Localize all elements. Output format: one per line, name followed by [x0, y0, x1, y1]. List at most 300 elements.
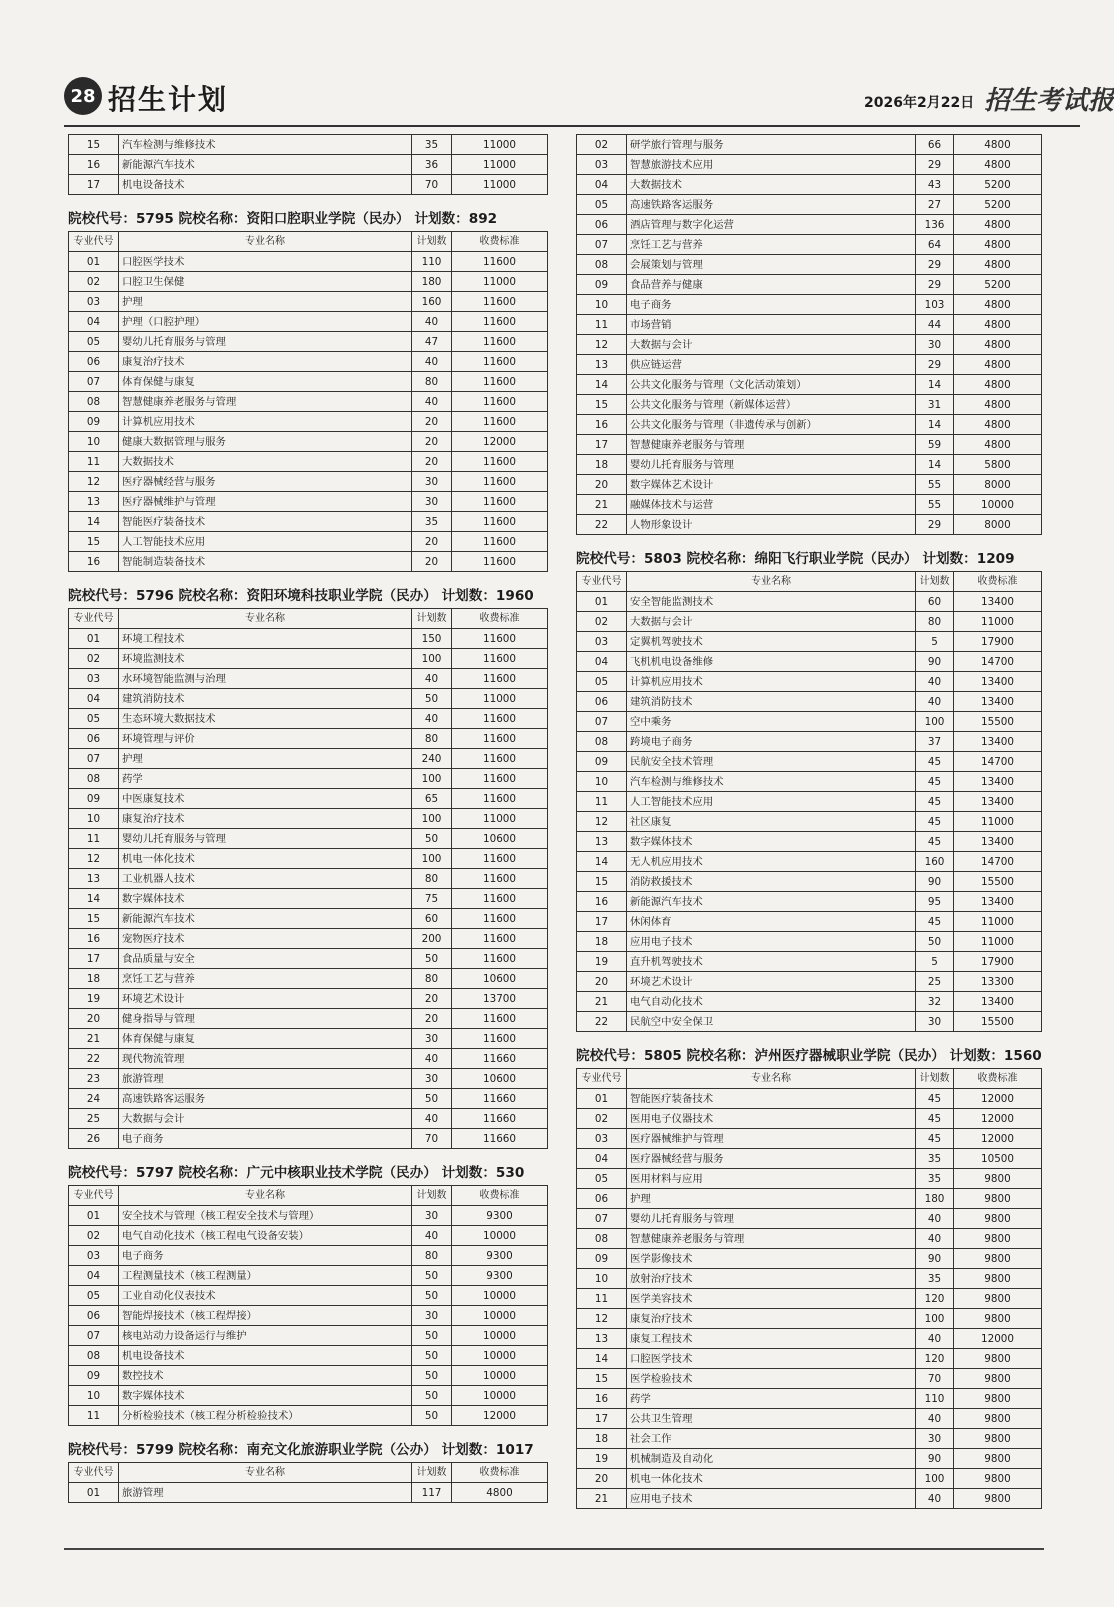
tuition-fee: 12000 — [954, 1089, 1042, 1109]
major-code: 06 — [69, 729, 119, 749]
tuition-fee: 12000 — [452, 432, 548, 452]
table-row — [69, 252, 548, 272]
major-name: 工业机器人技术 — [119, 869, 412, 889]
tuition-fee: 11000 — [452, 155, 548, 175]
plan-count: 120 — [916, 1289, 954, 1309]
plan-count: 180 — [412, 272, 452, 292]
major-name: 分析检验技术（核工程分析检验技术） — [119, 1406, 412, 1426]
tuition-fee: 14700 — [954, 752, 1042, 772]
plan-count: 29 — [916, 355, 954, 375]
major-name: 烹饪工艺与营养 — [119, 969, 412, 989]
major-name: 跨境电子商务 — [627, 732, 916, 752]
major-name: 研学旅行管理与服务 — [627, 135, 916, 155]
school-heading: 院校代号：5805 院校名称：泸州医疗器械职业学院（民办） 计划数：1560 — [576, 1048, 1042, 1064]
tuition-fee: 9800 — [954, 1189, 1042, 1209]
major-name: 药学 — [627, 1389, 916, 1409]
major-name: 建筑消防技术 — [119, 689, 412, 709]
tuition-fee: 11600 — [452, 312, 548, 332]
school-heading: 院校代号：5799 院校名称：南充文化旅游职业学院（公办） 计划数：1017 — [68, 1442, 534, 1458]
header-fee: 收费标准 — [452, 232, 548, 252]
major-code: 11 — [577, 1289, 627, 1309]
plan-count: 30 — [412, 472, 452, 492]
table-row — [69, 1129, 548, 1149]
major-name: 智慧健康养老服务与管理 — [627, 1229, 916, 1249]
plan-count: 45 — [916, 1129, 954, 1149]
tuition-fee: 14700 — [954, 852, 1042, 872]
school-heading: 院校代号：5797 院校名称：广元中核职业技术学院（民办） 计划数：530 — [68, 1165, 525, 1181]
table-row — [577, 732, 1042, 752]
table-row — [69, 352, 548, 372]
major-name: 机电设备技术 — [119, 175, 412, 195]
major-name: 机电一体化技术 — [119, 849, 412, 869]
tuition-fee: 15500 — [954, 872, 1042, 892]
header-code: 专业代号 — [69, 1463, 119, 1483]
plan-count: 100 — [916, 1469, 954, 1489]
school-block — [576, 134, 1042, 535]
table-row — [577, 1469, 1042, 1489]
plan-count: 40 — [916, 692, 954, 712]
tuition-fee: 9800 — [954, 1249, 1042, 1269]
table-row — [577, 435, 1042, 455]
table-row — [577, 832, 1042, 852]
major-name: 环境艺术设计 — [119, 989, 412, 1009]
table-row — [577, 592, 1042, 612]
table-row — [577, 335, 1042, 355]
major-code: 14 — [577, 375, 627, 395]
plan-count: 35 — [916, 1169, 954, 1189]
major-name: 水环境智能监测与治理 — [119, 669, 412, 689]
major-code: 02 — [69, 649, 119, 669]
plan-count: 100 — [916, 712, 954, 732]
plan-count: 90 — [916, 1249, 954, 1269]
major-code: 21 — [69, 1029, 119, 1049]
plan-count: 30 — [412, 1206, 452, 1226]
major-name: 口腔卫生保健 — [119, 272, 412, 292]
tuition-fee: 11600 — [452, 492, 548, 512]
major-name: 烹饪工艺与营养 — [627, 235, 916, 255]
plan-count: 40 — [412, 352, 452, 372]
major-code: 17 — [577, 912, 627, 932]
major-code: 07 — [69, 749, 119, 769]
plan-count: 5 — [916, 632, 954, 652]
major-name: 数字媒体艺术设计 — [627, 475, 916, 495]
major-name: 会展策划与管理 — [627, 255, 916, 275]
plan-count: 50 — [412, 1366, 452, 1386]
tuition-fee: 11600 — [452, 709, 548, 729]
major-code: 04 — [577, 175, 627, 195]
major-name: 医疗器械维护与管理 — [119, 492, 412, 512]
table-row — [577, 692, 1042, 712]
tuition-fee: 4800 — [452, 1483, 548, 1503]
table-row — [69, 729, 548, 749]
table-row — [577, 752, 1042, 772]
major-code: 19 — [69, 989, 119, 1009]
plan-count: 37 — [916, 732, 954, 752]
tuition-fee: 13400 — [954, 732, 1042, 752]
major-name: 计算机应用技术 — [119, 412, 412, 432]
major-name: 食品质量与安全 — [119, 949, 412, 969]
table-row — [577, 1209, 1042, 1229]
major-name: 安全智能监测技术 — [627, 592, 916, 612]
table-row — [577, 872, 1042, 892]
major-code: 01 — [69, 252, 119, 272]
table-row — [577, 1449, 1042, 1469]
plan-count: 35 — [916, 1269, 954, 1289]
tuition-fee: 5200 — [954, 195, 1042, 215]
plan-count: 40 — [916, 1229, 954, 1249]
major-code: 24 — [69, 1089, 119, 1109]
tuition-fee: 13400 — [954, 832, 1042, 852]
plan-count: 30 — [412, 1306, 452, 1326]
tuition-fee: 9800 — [954, 1389, 1042, 1409]
tuition-fee: 11600 — [452, 292, 548, 312]
tuition-fee: 9800 — [954, 1469, 1042, 1489]
plan-count: 80 — [412, 372, 452, 392]
page-header — [64, 72, 1114, 128]
header-count: 计划数 — [412, 232, 452, 252]
table-row — [69, 1366, 548, 1386]
tuition-fee: 4800 — [954, 355, 1042, 375]
table-header-row — [577, 572, 1042, 592]
tuition-fee: 11000 — [452, 809, 548, 829]
tuition-fee: 10000 — [954, 495, 1042, 515]
table-row — [69, 669, 548, 689]
major-code: 08 — [69, 1346, 119, 1366]
table-row — [577, 235, 1042, 255]
table-row — [577, 375, 1042, 395]
plan-count: 117 — [412, 1483, 452, 1503]
table-row — [577, 1169, 1042, 1189]
tuition-fee: 9800 — [954, 1169, 1042, 1189]
major-name: 医学检验技术 — [627, 1369, 916, 1389]
major-name: 康复治疗技术 — [119, 809, 412, 829]
table-row — [69, 272, 548, 292]
tuition-fee: 10000 — [452, 1386, 548, 1406]
tuition-fee: 11600 — [452, 412, 548, 432]
major-code: 04 — [69, 312, 119, 332]
plan-count: 36 — [412, 155, 452, 175]
major-code: 16 — [69, 155, 119, 175]
table-row — [69, 969, 548, 989]
table-row — [69, 1306, 548, 1326]
major-name: 康复治疗技术 — [627, 1309, 916, 1329]
major-code: 08 — [69, 769, 119, 789]
plan-count: 240 — [412, 749, 452, 769]
plan-table — [576, 134, 1042, 535]
table-row — [69, 709, 548, 729]
plan-count: 66 — [916, 135, 954, 155]
major-name: 空中乘务 — [627, 712, 916, 732]
plan-count: 65 — [412, 789, 452, 809]
major-code: 22 — [577, 1012, 627, 1032]
tuition-fee: 11600 — [452, 352, 548, 372]
major-name: 婴幼儿托育服务与管理 — [627, 1209, 916, 1229]
major-code: 19 — [577, 952, 627, 972]
major-code: 17 — [577, 1409, 627, 1429]
major-name: 民航安全技术管理 — [627, 752, 916, 772]
tuition-fee: 11600 — [452, 1009, 548, 1029]
header-code: 专业代号 — [69, 232, 119, 252]
plan-count: 43 — [916, 175, 954, 195]
table-row — [69, 789, 548, 809]
major-name: 人工智能技术应用 — [627, 792, 916, 812]
plan-count: 180 — [916, 1189, 954, 1209]
major-code: 12 — [577, 335, 627, 355]
major-name: 工业自动化仪表技术 — [119, 1286, 412, 1306]
plan-count: 14 — [916, 415, 954, 435]
plan-count: 25 — [916, 972, 954, 992]
major-code: 21 — [577, 495, 627, 515]
table-row — [577, 515, 1042, 535]
major-name: 环境艺术设计 — [627, 972, 916, 992]
plan-count: 27 — [916, 195, 954, 215]
tuition-fee: 11600 — [452, 949, 548, 969]
tuition-fee: 10000 — [452, 1306, 548, 1326]
table-row — [577, 415, 1042, 435]
major-code: 10 — [577, 772, 627, 792]
major-code: 21 — [577, 992, 627, 1012]
major-code: 05 — [69, 709, 119, 729]
header-code: 专业代号 — [577, 572, 627, 592]
plan-count: 110 — [412, 252, 452, 272]
major-code: 10 — [69, 1386, 119, 1406]
major-code: 01 — [577, 592, 627, 612]
tuition-fee: 11600 — [452, 472, 548, 492]
major-name: 环境管理与评价 — [119, 729, 412, 749]
table-row — [69, 869, 548, 889]
table-row — [69, 552, 548, 572]
table-row — [69, 1406, 548, 1426]
plan-table — [68, 608, 548, 1149]
major-code: 05 — [69, 332, 119, 352]
major-code: 15 — [69, 135, 119, 155]
table-header-row — [577, 1069, 1042, 1089]
major-name: 口腔医学技术 — [119, 252, 412, 272]
tuition-fee: 9800 — [954, 1409, 1042, 1429]
header-fee: 收费标准 — [452, 1463, 548, 1483]
plan-count: 50 — [412, 829, 452, 849]
table-header-row — [69, 232, 548, 252]
plan-count: 90 — [916, 652, 954, 672]
header-rule — [64, 125, 1080, 127]
table-row — [69, 1246, 548, 1266]
major-name: 护理 — [119, 749, 412, 769]
major-name: 公共文化服务与管理（非遗传承与创新） — [627, 415, 916, 435]
major-name: 民航空中安全保卫 — [627, 1012, 916, 1032]
major-code: 14 — [69, 512, 119, 532]
major-code: 16 — [69, 929, 119, 949]
major-code: 13 — [69, 492, 119, 512]
major-code: 19 — [577, 1449, 627, 1469]
table-row — [577, 195, 1042, 215]
major-code: 22 — [577, 515, 627, 535]
tuition-fee: 9800 — [954, 1369, 1042, 1389]
major-name: 休闲体育 — [627, 912, 916, 932]
plan-count: 50 — [916, 932, 954, 952]
table-row — [69, 1089, 548, 1109]
plan-count: 40 — [412, 669, 452, 689]
plan-count: 75 — [412, 889, 452, 909]
major-name: 护理 — [119, 292, 412, 312]
table-row — [69, 1109, 548, 1129]
plan-count: 60 — [412, 909, 452, 929]
major-code: 13 — [577, 355, 627, 375]
table-row — [577, 952, 1042, 972]
plan-count: 45 — [916, 1109, 954, 1129]
plan-count: 150 — [412, 629, 452, 649]
plan-count: 45 — [916, 912, 954, 932]
tuition-fee: 11660 — [452, 1109, 548, 1129]
header-count: 计划数 — [412, 609, 452, 629]
major-name: 健康大数据管理与服务 — [119, 432, 412, 452]
table-row — [577, 612, 1042, 632]
tuition-fee: 13400 — [954, 992, 1042, 1012]
table-row — [69, 1009, 548, 1029]
plan-count: 29 — [916, 515, 954, 535]
table-row — [577, 932, 1042, 952]
major-name: 智能制造装备技术 — [119, 552, 412, 572]
major-code: 10 — [577, 295, 627, 315]
table-row — [577, 315, 1042, 335]
major-code: 17 — [577, 435, 627, 455]
plan-count: 50 — [412, 1089, 452, 1109]
tuition-fee: 9800 — [954, 1289, 1042, 1309]
major-name: 人物形象设计 — [627, 515, 916, 535]
tuition-fee: 12000 — [954, 1129, 1042, 1149]
tuition-fee: 15500 — [954, 1012, 1042, 1032]
header-count: 计划数 — [412, 1186, 452, 1206]
table-row — [69, 1346, 548, 1366]
plan-count: 95 — [916, 892, 954, 912]
major-code: 05 — [577, 672, 627, 692]
header-name: 专业名称 — [627, 1069, 916, 1089]
major-name: 汽车检测与维修技术 — [627, 772, 916, 792]
plan-count: 50 — [412, 1346, 452, 1366]
tuition-fee: 9800 — [954, 1429, 1042, 1449]
tuition-fee: 14700 — [954, 652, 1042, 672]
major-code: 16 — [577, 892, 627, 912]
tuition-fee: 13300 — [954, 972, 1042, 992]
major-code: 02 — [69, 1226, 119, 1246]
major-name: 应用电子技术 — [627, 932, 916, 952]
tuition-fee: 10600 — [452, 969, 548, 989]
major-code: 26 — [69, 1129, 119, 1149]
table-row — [577, 1389, 1042, 1409]
table-row — [577, 852, 1042, 872]
tuition-fee: 11000 — [954, 812, 1042, 832]
tuition-fee: 12000 — [954, 1329, 1042, 1349]
table-row — [577, 912, 1042, 932]
major-name: 电子商务 — [627, 295, 916, 315]
tuition-fee: 10000 — [452, 1286, 548, 1306]
tuition-fee: 11600 — [452, 552, 548, 572]
plan-count: 70 — [412, 1129, 452, 1149]
header-name: 专业名称 — [119, 1186, 412, 1206]
issue-date: 2026年2月22日 — [864, 95, 975, 111]
plan-count: 120 — [916, 1349, 954, 1369]
major-code: 10 — [69, 809, 119, 829]
plan-count: 20 — [412, 552, 452, 572]
plan-count: 29 — [916, 155, 954, 175]
plan-count: 55 — [916, 495, 954, 515]
major-name: 电子商务 — [119, 1246, 412, 1266]
tuition-fee: 13700 — [452, 989, 548, 1009]
major-code: 12 — [69, 849, 119, 869]
plan-count: 50 — [412, 1286, 452, 1306]
table-row — [69, 1326, 548, 1346]
tuition-fee: 9300 — [452, 1266, 548, 1286]
tuition-fee: 5200 — [954, 275, 1042, 295]
footer-rule — [64, 1548, 1044, 1550]
major-code: 09 — [577, 275, 627, 295]
plan-count: 60 — [916, 592, 954, 612]
plan-count: 20 — [412, 532, 452, 552]
tuition-fee: 9300 — [452, 1246, 548, 1266]
major-name: 体育保健与康复 — [119, 1029, 412, 1049]
header-count: 计划数 — [916, 1069, 954, 1089]
tuition-fee: 11600 — [452, 789, 548, 809]
tuition-fee: 11600 — [452, 512, 548, 532]
table-row — [577, 1489, 1042, 1509]
table-header-row — [69, 1463, 548, 1483]
plan-count: 30 — [412, 1029, 452, 1049]
plan-count: 136 — [916, 215, 954, 235]
table-row — [577, 1309, 1042, 1329]
table-row — [577, 772, 1042, 792]
table-row — [577, 1349, 1042, 1369]
major-code: 09 — [69, 789, 119, 809]
plan-count: 35 — [412, 135, 452, 155]
plan-count: 100 — [412, 849, 452, 869]
major-name: 智慧旅游技术应用 — [627, 155, 916, 175]
major-code: 18 — [69, 969, 119, 989]
major-code: 03 — [69, 669, 119, 689]
major-name: 供应链运营 — [627, 355, 916, 375]
table-row — [69, 372, 548, 392]
header-count: 计划数 — [916, 572, 954, 592]
major-code: 20 — [577, 1469, 627, 1489]
plan-count: 90 — [916, 872, 954, 892]
major-code: 10 — [69, 432, 119, 452]
plan-count: 35 — [916, 1149, 954, 1169]
major-name: 计算机应用技术 — [627, 672, 916, 692]
major-code: 11 — [69, 452, 119, 472]
plan-count: 50 — [412, 1266, 452, 1286]
tuition-fee: 9300 — [452, 1206, 548, 1226]
plan-count: 30 — [412, 492, 452, 512]
plan-count: 40 — [412, 1226, 452, 1246]
table-row — [69, 629, 548, 649]
major-name: 数字媒体技术 — [627, 832, 916, 852]
major-code: 03 — [69, 1246, 119, 1266]
major-name: 定翼机驾驶技术 — [627, 632, 916, 652]
header-name: 专业名称 — [119, 609, 412, 629]
plan-count: 45 — [916, 1089, 954, 1109]
major-name: 大数据技术 — [119, 452, 412, 472]
plan-count: 40 — [412, 392, 452, 412]
tuition-fee: 11600 — [452, 889, 548, 909]
school-heading: 院校代号：5803 院校名称：绵阳飞行职业学院（民办） 计划数：1209 — [576, 551, 1015, 567]
major-code: 03 — [577, 1129, 627, 1149]
plan-count: 45 — [916, 792, 954, 812]
plan-count: 50 — [412, 689, 452, 709]
school-block — [68, 1438, 548, 1503]
plan-count: 90 — [916, 1449, 954, 1469]
plan-count: 20 — [412, 432, 452, 452]
plan-table — [68, 134, 548, 195]
tuition-fee: 11600 — [452, 332, 548, 352]
major-name: 医学影像技术 — [627, 1249, 916, 1269]
